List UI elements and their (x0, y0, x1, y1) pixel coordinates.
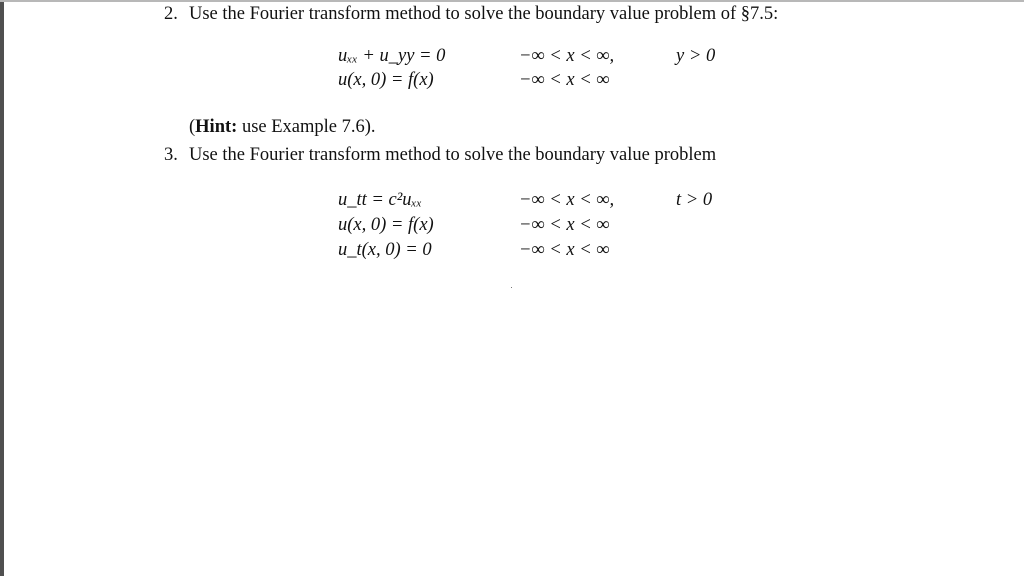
problem-3-domain-2: −∞ < x < ∞ (519, 215, 610, 235)
hint-label: Hint: (195, 117, 238, 137)
problem-2-hint: (Hint: use Example 7.6). (189, 117, 376, 137)
problem-2-equation-2: u(x, 0) = f(x) (338, 70, 434, 90)
problem-2-text: Use the Fourier transform method to solve the boundary value problem of §7.5: (189, 4, 779, 24)
problem-2-equation-1: uₓₓ + u_yy = 0 (338, 46, 446, 66)
problem-3-equation-3: u_t(x, 0) = 0 (338, 240, 432, 260)
hint-text: use Example 7.6). (241, 117, 376, 137)
problem-2-number: 2. (164, 4, 178, 24)
top-window-border (0, 0, 1024, 2)
problem-3-text: Use the Fourier transform method to solve the boundary value problem (189, 145, 717, 165)
problem-3-number: 3. (164, 145, 178, 165)
problem-3-domain-3: −∞ < x < ∞ (519, 240, 610, 260)
problem-3-domain-1: −∞ < x < ∞, (519, 190, 615, 210)
problem-3-condition-1: t > 0 (676, 190, 713, 210)
problem-2-domain-2: −∞ < x < ∞ (519, 70, 610, 90)
problem-2-domain-1: −∞ < x < ∞, (519, 46, 615, 66)
left-window-border (0, 0, 4, 576)
problem-3-equation-2: u(x, 0) = f(x) (338, 215, 434, 235)
problem-3-equation-1: u_tt = c²uₓₓ (338, 190, 423, 210)
stray-dot (511, 287, 512, 288)
problem-2-condition-1: y > 0 (676, 46, 716, 66)
